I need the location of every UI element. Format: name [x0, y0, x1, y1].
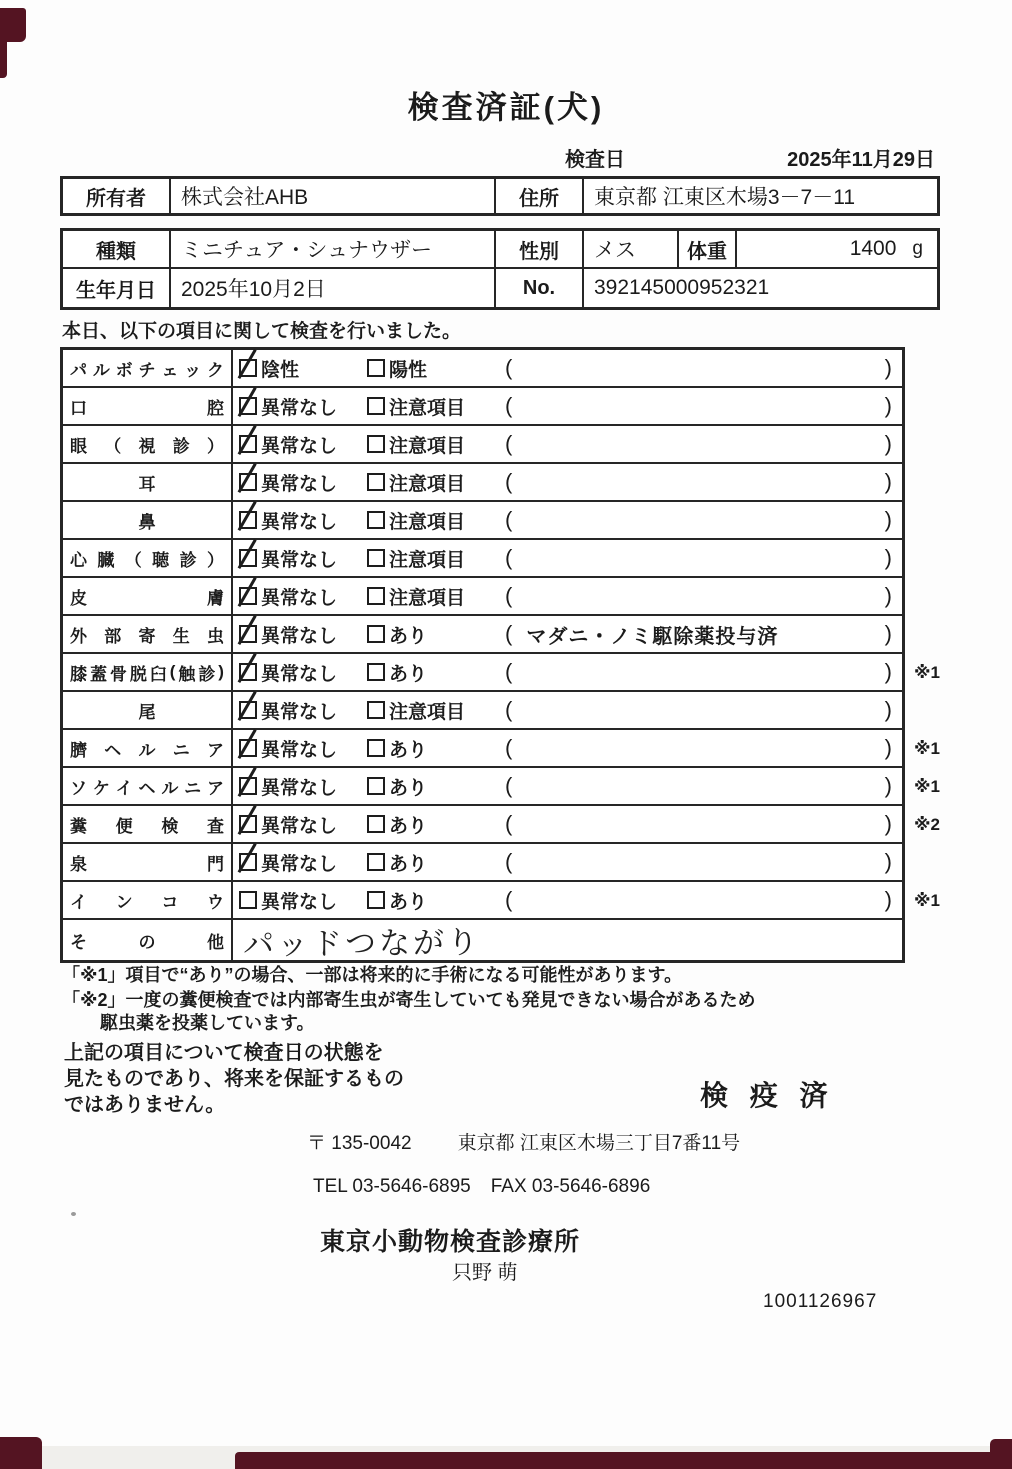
check-row — [63, 540, 902, 578]
item-label-char: 聴 — [152, 550, 170, 570]
check-row — [63, 388, 902, 426]
option-label: 異常なし — [261, 701, 338, 723]
clinic-address-line — [307, 1128, 740, 1155]
paren-open: ( — [505, 659, 513, 684]
paren-open: ( — [505, 469, 513, 494]
breed-value: ミニチュア・シュナウザー — [171, 231, 496, 267]
checkbox — [239, 549, 257, 567]
checkbox — [367, 701, 385, 719]
item-label-char: 泉 — [70, 854, 87, 874]
item-label-char: 他 — [207, 932, 224, 952]
row-content — [233, 768, 902, 804]
checkbox — [367, 625, 385, 643]
option — [367, 849, 505, 876]
row-content — [233, 806, 902, 842]
footnote-1: 「※1」項目で“あり”の場合、一部は将来的に手術になる可能性があります。 — [62, 965, 683, 985]
item-label-char: 心 — [70, 550, 87, 570]
check-row — [63, 654, 940, 692]
item-label-char: ヘ — [104, 740, 122, 760]
option — [367, 621, 505, 648]
scan-artifact-bottom-strip — [235, 1452, 1012, 1469]
item-label: 尾 — [63, 692, 233, 728]
item-label-char: イ — [70, 892, 87, 912]
item-label-char: 蓋 — [89, 664, 107, 684]
checkbox — [239, 701, 257, 719]
item-label-char: ） — [206, 550, 224, 570]
birthdate-value: 2025年10月2日 — [171, 269, 496, 307]
item-label-char: コ — [161, 892, 179, 912]
paren-open: ( — [505, 811, 513, 836]
address-label: 住所 — [496, 179, 584, 213]
option — [239, 583, 367, 610]
option-label: 注意項目 — [389, 511, 466, 533]
paren-open: ( — [505, 507, 513, 532]
paren-open: ( — [505, 621, 513, 646]
item-label-char: 診 — [179, 550, 197, 570]
checkbox — [367, 891, 385, 909]
paren-close: ) — [884, 507, 892, 532]
item-label — [63, 882, 233, 918]
paren-close: ) — [884, 545, 892, 570]
paren-open: ( — [505, 773, 513, 798]
postal-code: 〒 135-0042 — [307, 1133, 412, 1154]
paren-open: ( — [505, 697, 513, 722]
checkbox — [239, 473, 257, 491]
item-label-char: イ — [115, 778, 133, 798]
item-label-char: 膝 — [70, 664, 87, 684]
checkbox — [239, 359, 257, 377]
check-row — [63, 350, 902, 388]
check-row — [63, 578, 902, 616]
check-mark — [238, 349, 257, 379]
item-label-char: 口 — [70, 398, 87, 418]
checkbox — [367, 663, 385, 681]
option-label: 注意項目 — [389, 587, 466, 609]
option-label: あり — [389, 891, 428, 913]
option-label: 注意項目 — [389, 397, 466, 419]
paren-close: ) — [884, 621, 892, 646]
scan-speck — [71, 1212, 76, 1216]
item-label-char: そ — [70, 932, 87, 952]
check-mark — [238, 501, 257, 531]
row-content — [233, 578, 902, 614]
check-mark — [238, 539, 257, 569]
item-label: 鼻 — [63, 502, 233, 538]
checkbox — [367, 359, 385, 377]
item-label-char: ア — [207, 740, 224, 760]
paren-close: ) — [884, 583, 892, 608]
item-label — [63, 844, 233, 880]
item-label-char: （ — [124, 550, 142, 570]
option-label: あり — [389, 815, 428, 837]
item-label-char: 虫 — [207, 626, 224, 646]
item-label-char: ( — [169, 662, 176, 681]
note-marker: ※1 — [914, 777, 940, 796]
item-label-char: ン — [115, 892, 133, 912]
paren-open: ( — [505, 355, 513, 380]
check-row — [63, 616, 902, 654]
item-label-char: ソ — [70, 778, 87, 798]
no-label: No. — [496, 269, 584, 307]
row-content — [233, 920, 902, 960]
check-row — [63, 464, 902, 502]
option-label: 異常なし — [261, 435, 338, 457]
item-label-char: 部 — [104, 626, 122, 646]
check-row — [63, 692, 902, 730]
option — [367, 659, 505, 686]
checkbox — [239, 587, 257, 605]
checkbox — [239, 853, 257, 871]
item-label-char: 脱 — [129, 664, 147, 684]
option — [367, 393, 505, 420]
check-row — [63, 426, 902, 464]
checkbox — [239, 815, 257, 833]
item-label-char: 糞 — [70, 816, 87, 836]
handwritten-note: パッドつながり — [242, 924, 482, 962]
check-row — [63, 730, 940, 768]
inspection-date-label: 検査日 — [565, 149, 625, 171]
checkbox — [367, 815, 385, 833]
check-row — [63, 768, 940, 806]
check-table — [60, 347, 940, 963]
item-label — [63, 920, 233, 960]
checkbox — [239, 663, 257, 681]
animal-row-1 — [63, 231, 937, 269]
option — [367, 469, 505, 496]
row-content — [233, 540, 902, 576]
paren-open: ( — [505, 393, 513, 418]
footnote-2-cont: 駆虫薬を投薬しています。 — [100, 1013, 315, 1033]
option — [239, 507, 367, 534]
option — [367, 697, 505, 724]
item-label-char: 査 — [206, 816, 224, 836]
option — [239, 735, 367, 762]
check-mark — [238, 767, 257, 797]
intro-text: 本日、以下の項目に関して検査を行いました。 — [62, 321, 462, 342]
note-marker: ※1 — [914, 663, 940, 682]
scan-artifact-top-left — [0, 8, 26, 42]
row-content — [233, 464, 902, 500]
item-label-char: ボ — [115, 360, 133, 380]
check-mark — [238, 463, 257, 493]
disclaimer-line-2: 見たものであり、将来を保証するもの — [64, 1068, 404, 1090]
page-title: 検査済証(犬) — [407, 90, 605, 125]
option — [239, 355, 367, 382]
scan-artifact-bottom-left — [0, 1437, 42, 1469]
option-label: あり — [389, 777, 428, 799]
checkbox — [367, 739, 385, 757]
checkbox — [367, 777, 385, 795]
check-mark — [238, 805, 257, 835]
row-content — [233, 388, 902, 424]
option-label: 異常なし — [261, 511, 338, 533]
item-label — [63, 768, 233, 804]
paren-open: ( — [505, 887, 513, 912]
item-label — [63, 388, 233, 424]
inspection-date-value: 2025年11月29日 — [787, 149, 935, 171]
item-label-char: ケ — [92, 778, 110, 798]
checkbox — [239, 891, 257, 909]
option-label: 注意項目 — [389, 549, 466, 571]
item-label-char: 視 — [138, 436, 156, 456]
option-label: あり — [389, 739, 428, 761]
checkbox — [367, 549, 385, 567]
option-label: 陰性 — [261, 359, 300, 381]
item-label — [63, 654, 233, 690]
option — [239, 773, 367, 800]
option-label: 異常なし — [261, 739, 338, 761]
animal-row-2 — [63, 269, 937, 307]
option — [239, 887, 367, 914]
option-label: 異常なし — [261, 891, 338, 913]
item-label-char: 膚 — [207, 588, 224, 608]
paren-content: マダニ・ノミ駆除薬投与済 — [526, 625, 779, 648]
checkbox — [367, 587, 385, 605]
checkbox — [367, 511, 385, 529]
option — [239, 469, 367, 496]
paren-close: ) — [884, 811, 892, 836]
option — [367, 773, 505, 800]
clinic-address: 東京都 江東区木場三丁目7番11号 — [457, 1133, 741, 1154]
item-label-char: パ — [70, 360, 87, 380]
item-label-char: ヘ — [138, 778, 156, 798]
weight-value — [737, 231, 937, 267]
row-content — [233, 882, 902, 918]
option-label: 陽性 — [389, 359, 428, 381]
paren-open: ( — [505, 583, 513, 608]
option — [239, 621, 367, 648]
check-mark — [238, 729, 257, 759]
item-label-char: ） — [207, 436, 224, 456]
option — [367, 355, 505, 382]
paren-close: ) — [884, 469, 892, 494]
row-content — [233, 730, 902, 766]
sex-label: 性別 — [496, 231, 584, 267]
check-mark — [238, 577, 257, 607]
paren-open: ( — [505, 849, 513, 874]
check-mark — [238, 843, 257, 873]
checkbox — [367, 853, 385, 871]
item-label-char: 便 — [115, 816, 133, 836]
tel-number: TEL 03-5646-6895 — [313, 1176, 471, 1197]
item-label-char: ニ — [184, 778, 202, 798]
no-value: 392145000952321 — [594, 276, 770, 299]
clinic-name: 東京小動物検査診療所 — [320, 1228, 581, 1256]
checkbox — [239, 625, 257, 643]
option-label: 注意項目 — [389, 473, 466, 495]
item-label-char: ク — [206, 360, 224, 380]
checkbox — [367, 435, 385, 453]
item-label-char: チ — [138, 360, 156, 380]
checkbox — [239, 777, 257, 795]
option-label: 注意項目 — [389, 701, 466, 723]
row-content — [233, 654, 902, 690]
check-row — [63, 502, 902, 540]
item-label-char: 眼 — [70, 436, 87, 456]
row-content — [233, 350, 902, 386]
item-label-char: 皮 — [70, 588, 87, 608]
breed-label: 種類 — [63, 231, 171, 267]
paren-close: ) — [884, 887, 892, 912]
disclaimer-line-1: 上記の項目について検査日の状態を — [64, 1042, 384, 1064]
weight-label: 体重 — [679, 231, 737, 267]
option-label: あり — [389, 625, 428, 647]
row-content — [233, 426, 902, 462]
owner-label: 所有者 — [63, 179, 171, 213]
item-label-char: ル — [138, 740, 156, 760]
item-label-char: 骨 — [109, 664, 127, 684]
weight-number: 1400 — [849, 237, 897, 260]
item-label-char: ) — [218, 662, 224, 681]
option-label: 異常なし — [261, 625, 338, 647]
option — [239, 811, 367, 838]
paren-close: ) — [884, 735, 892, 760]
item-label-char: ウ — [206, 892, 224, 912]
option — [239, 431, 367, 458]
option-label: 異常なし — [261, 777, 338, 799]
birthdate-label: 生年月日 — [63, 269, 171, 307]
paren-close: ) — [884, 697, 892, 722]
animal-table — [60, 228, 940, 310]
serial-number: 1001126967 — [763, 1291, 878, 1312]
item-label-char: の — [138, 932, 156, 952]
option-label: 注意項目 — [389, 435, 466, 457]
checkbox — [239, 511, 257, 529]
check-mark — [238, 691, 257, 721]
option — [367, 887, 505, 914]
option-label: 異常なし — [261, 397, 338, 419]
checkbox — [367, 473, 385, 491]
check-mark — [238, 653, 257, 683]
disclaimer-line-3: ではありません。 — [64, 1094, 226, 1116]
item-label-char: 生 — [172, 626, 190, 646]
option-label: あり — [389, 853, 428, 875]
item-label-char: 臍 — [70, 740, 87, 760]
item-label — [63, 426, 233, 462]
option-label: 異常なし — [261, 549, 338, 571]
paren-close: ) — [884, 849, 892, 874]
note-marker: ※2 — [914, 815, 940, 834]
item-label-char: ニ — [172, 740, 190, 760]
paren-close: ) — [884, 773, 892, 798]
option — [367, 545, 505, 572]
checkbox — [239, 435, 257, 453]
scan-artifact-left-edge — [0, 40, 7, 78]
fax-number: FAX 03-5646-6896 — [490, 1176, 651, 1197]
item-label-char: ル — [161, 778, 179, 798]
disclaimer — [64, 1040, 404, 1118]
option-label: 異常なし — [261, 663, 338, 685]
option — [239, 849, 367, 876]
scan-artifact-bottom-right — [990, 1439, 1012, 1469]
item-label-char: 検 — [161, 816, 179, 836]
footnote-2: 「※2」一度の糞便検査では内部寄生虫が寄生していても発見できない場合があるため — [62, 990, 756, 1010]
row-content — [233, 844, 902, 880]
clinic-phone-line — [313, 1176, 650, 1198]
address-value: 東京都 江東区木場3－7－11 — [594, 186, 855, 209]
option — [239, 393, 367, 420]
check-row — [63, 806, 940, 844]
checkbox — [367, 397, 385, 415]
option — [367, 431, 505, 458]
check-mark — [238, 387, 257, 417]
item-label-char: 腔 — [207, 398, 224, 418]
quarantine-stamp: 検 疫 済 — [700, 1080, 835, 1111]
item-label-char: 外 — [70, 626, 87, 646]
item-label — [63, 730, 233, 766]
option-label: 異常なし — [261, 587, 338, 609]
item-label-char: ッ — [184, 360, 202, 380]
option — [367, 583, 505, 610]
item-label — [63, 540, 233, 576]
item-label-char: 診 — [198, 664, 216, 684]
item-label — [63, 616, 233, 652]
item-label — [63, 578, 233, 614]
sex-value: メス — [584, 231, 679, 267]
paren-close: ) — [884, 659, 892, 684]
item-label-char: （ — [104, 436, 122, 456]
option — [239, 545, 367, 572]
option-label: 異常なし — [261, 853, 338, 875]
item-label-char: ェ — [161, 360, 179, 380]
item-label-char: ル — [92, 360, 110, 380]
item-label-char: 診 — [172, 436, 190, 456]
option-label: 異常なし — [261, 815, 338, 837]
item-label-char: 触 — [178, 664, 196, 684]
option — [367, 507, 505, 534]
paren-close: ) — [884, 355, 892, 380]
item-label: 耳 — [63, 464, 233, 500]
item-label-char: ア — [206, 778, 224, 798]
item-label — [63, 806, 233, 842]
row-content — [233, 502, 902, 538]
item-label-char: 臼 — [149, 664, 167, 684]
paren-open: ( — [505, 431, 513, 456]
item-label — [63, 350, 233, 386]
item-label-char: 臓 — [97, 550, 115, 570]
check-mark — [238, 425, 257, 455]
checkbox — [239, 739, 257, 757]
paren-open: ( — [505, 735, 513, 760]
check-mark — [238, 615, 257, 645]
check-row — [63, 882, 940, 920]
option — [367, 735, 505, 762]
paren-close: ) — [884, 431, 892, 456]
note-marker: ※1 — [914, 739, 940, 758]
paren-open: ( — [505, 545, 513, 570]
owner-table — [60, 176, 940, 216]
item-label-char: 寄 — [138, 626, 156, 646]
option — [239, 697, 367, 724]
item-label-char: 門 — [207, 854, 224, 874]
owner-value: 株式会社AHB — [171, 179, 496, 213]
examiner-name: 只野 萌 — [452, 1262, 518, 1284]
paren-close: ) — [884, 393, 892, 418]
checkbox — [239, 397, 257, 415]
option-label: 異常なし — [261, 473, 338, 495]
note-marker: ※1 — [914, 891, 940, 910]
row-content — [233, 616, 902, 652]
check-row — [63, 920, 902, 960]
check-row — [63, 844, 902, 882]
option-label: あり — [389, 663, 428, 685]
row-content — [233, 692, 902, 728]
weight-unit: g — [912, 238, 923, 259]
option — [367, 811, 505, 838]
option — [239, 659, 367, 686]
